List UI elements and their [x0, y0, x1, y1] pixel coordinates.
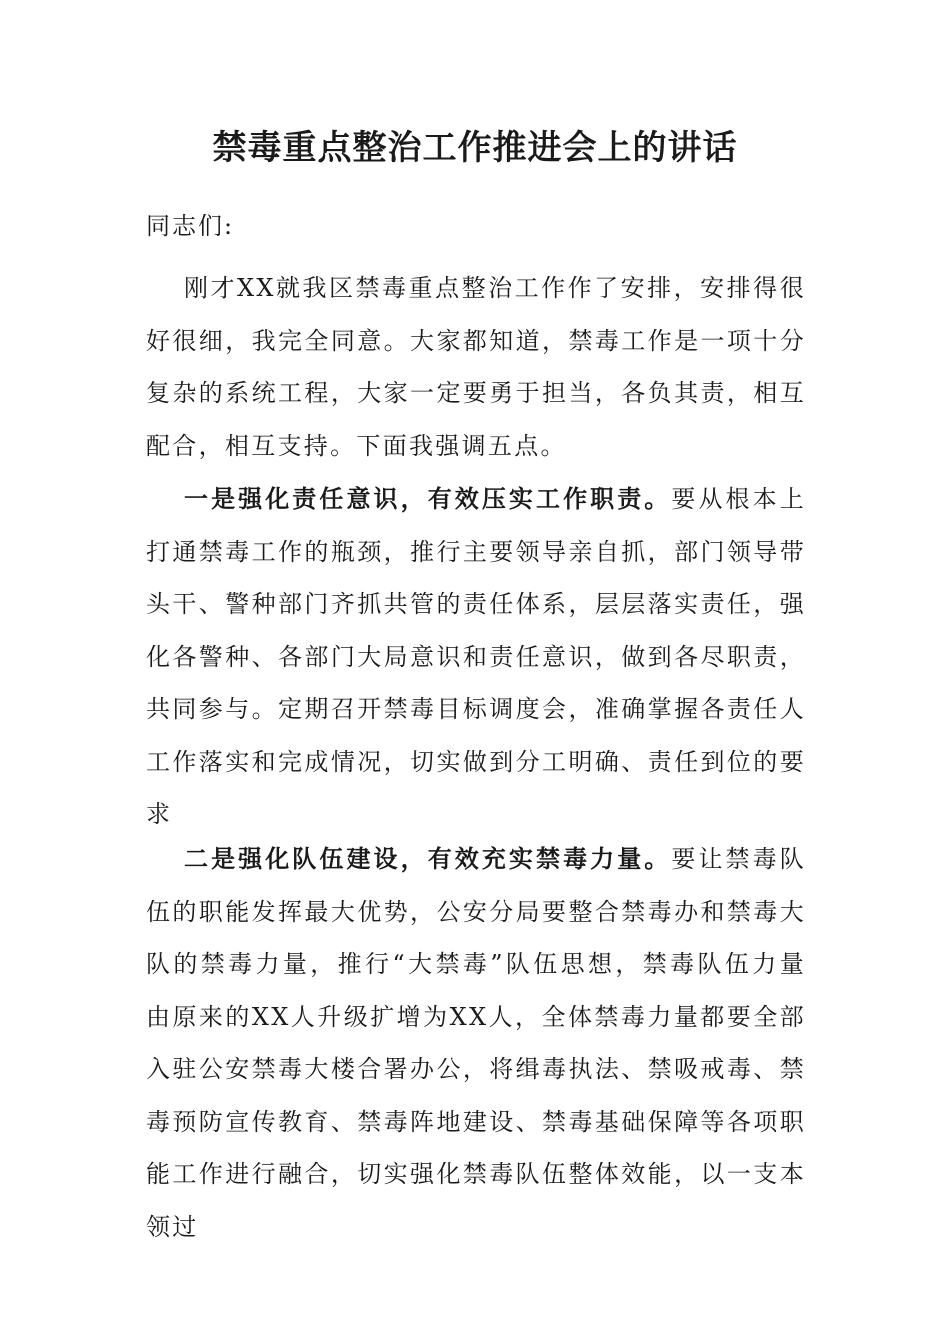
paragraph-point-two [146, 833, 806, 1253]
paragraph-intro [146, 262, 806, 472]
point-one-text: 要从根本上打通禁毒工作的瓶颈，推行主要领导亲自抓，部门领导带头干、警种部门齐抓共管的责任体系，层层落实责任，强化各警种、各部门大局意识和责任意识，做到各尽职责，共同参与。定期召开禁毒目标调度会，准确掌握各责任人工作落实和完成情况，切实做到分工明确、责任到位的要求 [146, 485, 806, 828]
point-one-heading: 一是强化责任意识，有效压实工作职责。 [184, 484, 672, 513]
document-title: 禁毒重点整治工作推进会上的讲话 [212, 128, 738, 168]
salutation: 同志们: [146, 212, 235, 240]
paragraph-point-one [146, 473, 806, 841]
paragraph-intro-text: 刚才XX就我区禁毒重点整治工作作了安排，安排得很好很细，我完全同意。大家都知道，禁毒工作是一项十分复杂的系统工程，大家一定要勇于担当，各负其责，相互配合，相互支持。下面我强调五点。 [146, 274, 806, 460]
point-two-text: 要让禁毒队伍的职能发挥最大优势，公安分局要整合禁毒办和禁毒大队的禁毒力量，推行“大禁毒”队伍思想，禁毒队伍力量由原来的XX人升级扩增为XX人，全体禁毒力量都要全部入驻公安禁毒大楼合署办公，将缉毒执法、禁吸戒毒、禁毒预防宣传教育、禁毒阵地建设、禁毒基础保障等各项职能工作进行融合，切实强化禁毒队伍整体效能，以一支本领过 [146, 845, 806, 1241]
point-two-heading: 二是强化队伍建设，有效充实禁毒力量。 [184, 844, 672, 873]
